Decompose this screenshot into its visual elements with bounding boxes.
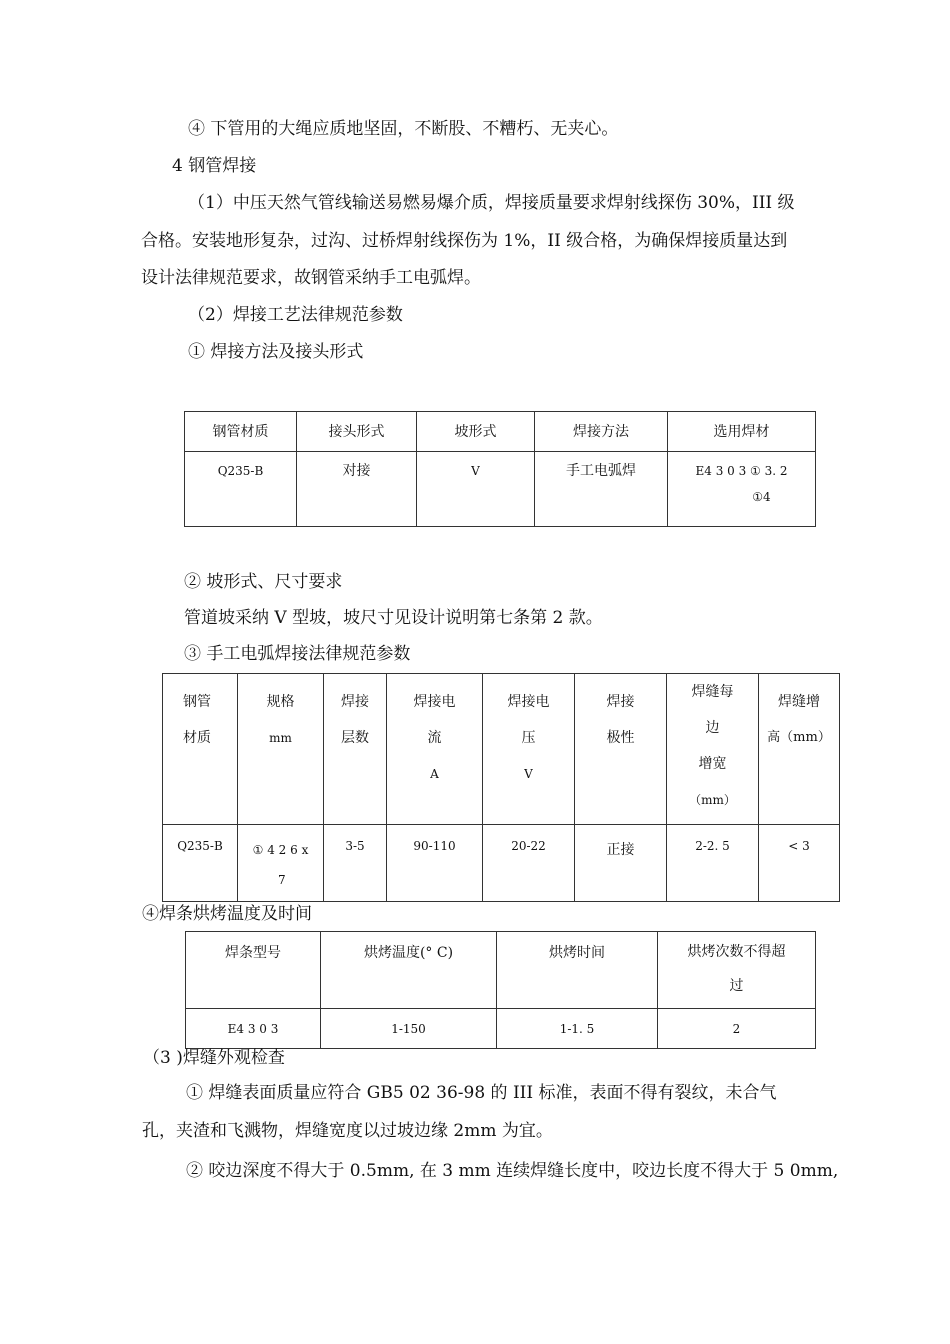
table2-header bbox=[759, 674, 840, 825]
table2-header-line: 边 bbox=[705, 720, 720, 736]
paragraph-inspection-3: 设计法律规范要求，故钢管采纳手工电弧焊。 bbox=[141, 268, 481, 288]
table2-header-line: 层数 bbox=[341, 730, 369, 746]
table2-header-line: 钢管 bbox=[183, 694, 211, 710]
table2-header bbox=[483, 674, 575, 825]
table2-header-line: 焊接 bbox=[606, 694, 635, 710]
table2-header bbox=[575, 674, 667, 825]
paragraph-inspection-2: 合格。安装地形复杂，过沟、过桥焊射线探伤为 1%，II 级合格，为确保焊接质量达到 bbox=[141, 231, 788, 251]
table3-header bbox=[658, 932, 816, 1009]
paragraph-rope: ④ 下管用的大绳应质地坚固，不断股、不糟朽、无夹心。 bbox=[188, 119, 619, 139]
paragraph-bevel: 管道坡采纳 V 型坡，坡尺寸见设计说明第七条第 2 款。 bbox=[184, 608, 603, 628]
table3-header: 焊条型号 bbox=[186, 932, 321, 1009]
table2-header bbox=[387, 674, 483, 825]
paragraph-inspection-1: （1）中压天然气管线输送易燃易爆介质，焊接质量要求焊射线探伤 30%，III 级 bbox=[188, 193, 795, 213]
table-method-joint bbox=[184, 411, 816, 527]
table2-header bbox=[163, 674, 238, 825]
table2-header-line: A bbox=[430, 767, 439, 781]
table3-cell: 1-1. 5 bbox=[497, 1009, 658, 1049]
table3-header: 烘烤时间 bbox=[497, 932, 658, 1009]
table1-header: 焊接方法 bbox=[535, 412, 668, 452]
table2-header-line: mm bbox=[269, 731, 292, 745]
table2-header-line: 焊接电 bbox=[413, 694, 456, 710]
table1-cell: 手工电弧焊 bbox=[535, 452, 668, 527]
table1-cell bbox=[668, 452, 816, 527]
table1-cell-line: ①4 bbox=[752, 490, 771, 504]
table-arc-params bbox=[162, 673, 840, 902]
subheading-bevel: ② 坡形式、尺寸要求 bbox=[184, 572, 343, 592]
table1-cell: V bbox=[417, 452, 535, 527]
table3-header: 烘烤温度(° C) bbox=[321, 932, 497, 1009]
section-heading-welding: 4 钢管焊接 bbox=[172, 156, 257, 176]
table2-header-line: 流 bbox=[427, 730, 442, 746]
table2-cell: 正接 bbox=[575, 825, 667, 902]
table2-cell: 3-5 bbox=[324, 825, 387, 902]
table2-header-line: 焊缝增 bbox=[778, 694, 820, 710]
table1-header: 坡形式 bbox=[417, 412, 535, 452]
table2-header-line: 焊接电 bbox=[507, 694, 550, 710]
table2-cell-line: 7 bbox=[278, 873, 286, 887]
table2-cell: 2-2. 5 bbox=[667, 825, 759, 902]
table1-cell: 对接 bbox=[297, 452, 417, 527]
table2-cell: Q235-B bbox=[163, 825, 238, 902]
table3-header-line: 过 bbox=[729, 978, 744, 994]
subheading-visual-inspection: （3 )焊缝外观检查 bbox=[143, 1048, 285, 1068]
table2-header bbox=[667, 674, 759, 825]
table2-header-line: 高（mm） bbox=[767, 730, 831, 745]
table2-cell bbox=[238, 825, 324, 902]
table2-header-line: 焊缝每 bbox=[691, 684, 734, 700]
subheading-arc-params: ③ 手工电弧焊接法律规范参数 bbox=[184, 644, 411, 664]
table2-cell: < 3 bbox=[759, 825, 840, 902]
table3-header-line: 烘烤次数不得超 bbox=[687, 944, 786, 960]
table1-header: 钢管材质 bbox=[185, 412, 297, 452]
table1-cell-line: E4 3 0 3 ① 3. 2 bbox=[695, 464, 788, 478]
table2-cell: 20-22 bbox=[483, 825, 575, 902]
table-electrode-baking bbox=[185, 931, 816, 1049]
table2-header bbox=[324, 674, 387, 825]
table1-header: 选用焊材 bbox=[668, 412, 816, 452]
table2-header-line: 极性 bbox=[606, 730, 635, 746]
table2-cell-line: ① 4 2 6 x bbox=[252, 843, 309, 857]
table2-header-line: 焊接 bbox=[341, 694, 369, 710]
table1-header: 接头形式 bbox=[297, 412, 417, 452]
table2-header bbox=[238, 674, 324, 825]
paragraph-surface-quality-1: ① 焊缝表面质量应符合 GB5 02 36-98 的 III 标准，表面不得有裂纹，未合气 bbox=[186, 1083, 777, 1103]
table2-header-line: （mm） bbox=[689, 793, 736, 807]
table2-header-line: 材质 bbox=[183, 730, 211, 746]
table2-header-line: V bbox=[524, 767, 533, 781]
table2-header-line: 压 bbox=[521, 730, 536, 746]
subheading-method-joint: ① 焊接方法及接头形式 bbox=[188, 342, 364, 362]
table2-cell: 90-110 bbox=[387, 825, 483, 902]
table2-header-line: 增宽 bbox=[698, 756, 727, 772]
table3-cell: E4 3 0 3 bbox=[186, 1009, 321, 1049]
table3-cell: 1-150 bbox=[321, 1009, 497, 1049]
paragraph-surface-quality-2: 孔，夹渣和飞溅物，焊缝宽度以过坡边缘 2mm 为宜。 bbox=[142, 1121, 553, 1141]
table3-cell: 2 bbox=[658, 1009, 816, 1049]
table2-header-line: 规格 bbox=[266, 694, 295, 710]
paragraph-undercut: ② 咬边深度不得大于 0.5mm, 在 3 mm 连续焊缝长度中，咬边长度不得大于 5 0mm, bbox=[186, 1161, 839, 1181]
subheading-electrode-baking: ④焊条烘烤温度及时间 bbox=[142, 904, 312, 924]
table1-cell: Q235-B bbox=[185, 452, 297, 527]
subheading-process-params: （2）焊接工艺法律规范参数 bbox=[188, 305, 403, 325]
